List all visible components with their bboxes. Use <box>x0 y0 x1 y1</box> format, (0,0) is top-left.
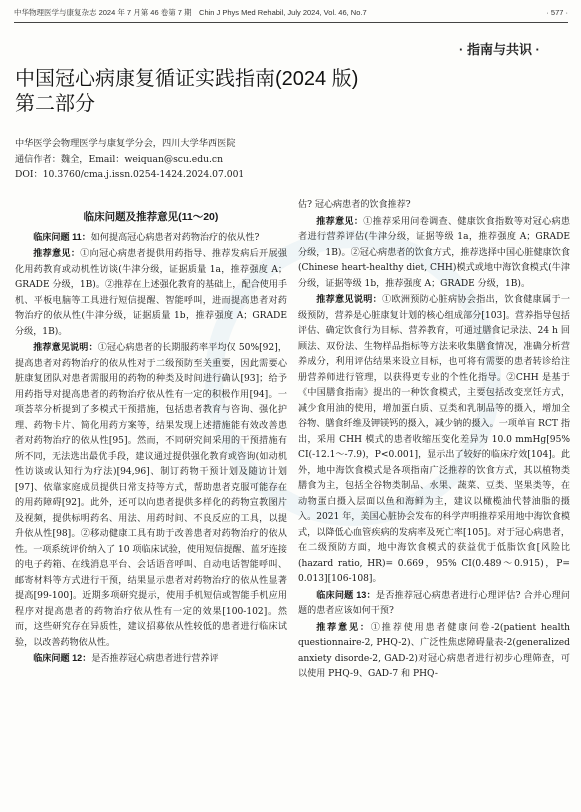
paragraph <box>298 588 570 620</box>
text: ①推荐采用问卷调查、健康饮食指数等对冠心病患者进行营养评估(牛津分级，证据等级 1a，推荐强度 A；GRADE 分级，1B)。②冠心病患者的饮食方式，推荐选择中国心脏健康饮食(Chinese heart-healthy diet, CHH)模式或地中海饮食模式(牛津分级，证据等级 1b，推荐强度 A；GRADE 分级，1B)。 <box>298 216 570 289</box>
label: 推荐意见说明： <box>316 294 383 304</box>
label: 临床问题 11： <box>33 231 91 242</box>
label: 推荐意见： <box>33 248 81 258</box>
author-block <box>15 136 244 183</box>
text: ①向冠心病患者提供用药指导、推荐发病后开展强化用药教育或动机性访谈(牛津分级，证据质量 1a，推荐强度 A；GRADE 分级，1B)。②推荐在上述强化教育的基础上，配合使用手机、平板电脑等工具进行短信提醒、智能呼叫，进而提高患者对药物治疗的依从性(牛津分级，证据质量 1b，推荐强度 A；GRADE 分级，1B)。 <box>15 249 287 337</box>
title-line-2: 第二部分 <box>15 93 95 115</box>
label: 推荐意见说明： <box>33 342 98 352</box>
page-number: · 577 · <box>546 8 568 17</box>
text: ①欧洲预防心脏病协会指出，饮食健康属于一级预防，营养是心脏康复计划的核心组成部分[103]。营养指导包括评估、确定饮食行为目标、营养教育，可通过膳食记录法、24 h 回顾法、双份法、生物样品指标等方法来收集膳食情况，准确分析营养成分，利用评估结果来设立目标，也可将有需要的患者转诊给注册营养师进行管理，以获得更专业的个性化指导。②CHH 是基于《中国膳食指南》提出的一种饮食模式，主要包括改变烹饪方式，减少食用油的使用，增加蛋白质、豆类和乳制品等的摄入，增加全谷物、膳食纤维及钾镁钙的摄入，减少钠的摄入。一项单盲 RCT 指出，采用 CHH 模式的患者收缩压变化差异为 10.0 mmHg[95% CI(-12.1～-7.9)，P<0.001]，显示出了较好的临床疗效[104]。此外，地中海饮食模式是各项指南广泛推荐的饮食方式，其以植物类膳食为主，包括全谷物类制品、水果、蔬菜、豆类、坚果类等，在动物蛋白摄入层面以鱼和海鲜为主，建议以橄榄油代替油脂的摄入。2021 年，美国心脏协会发布的科学声明推荐采用地中海饮食模式，以降低心血管疾病的发病率及死亡率[105]。对于冠心病患者，在二级预防方面，地中海饮食模式的获益优于低脂饮食[风险比(hazard ratio, HR)= 0.669，95% CI(0.489～0.915)，P= 0.013][106-108]。 <box>298 295 570 584</box>
paragraph <box>15 340 287 651</box>
paragraph <box>298 198 570 214</box>
left-column <box>15 210 287 668</box>
header-rule <box>14 22 568 23</box>
text: 是否推荐冠心病患者进行营养评 <box>91 654 219 664</box>
running-header <box>14 6 568 20</box>
paragraph <box>15 651 287 668</box>
text: 是否推荐冠心病患者进行心理评估? 合并心理问题的患者应该如何干预? <box>298 590 570 616</box>
column-label: · 指南与共识 · <box>459 42 540 57</box>
text: ①推荐使用患者健康问卷-2(patient health questionnaire-2, PHQ-2)、广泛性焦虑障碍量表-2(generalized anxiety disorde-2, GAD-2)对冠心病患者进行初步心理筛查，可以使用 PHQ-9、GAD-7 和 PHQ- <box>298 622 570 679</box>
article-title <box>15 67 358 117</box>
doi: DOI：10.3760/cma.j.issn.0254-1424.2024.07.001 <box>15 169 245 180</box>
text: 估? 冠心病患者的饮食推荐? <box>298 200 411 210</box>
journal-citation: 中华物理医学与康复杂志 2024 年 7 月第 46 卷第 7 期 Chin J Phys Med Rehabil, July 2024, Vol. 46, No.7 <box>14 8 367 17</box>
paragraph <box>15 230 287 247</box>
paragraph <box>298 620 570 683</box>
text: ①冠心病患者的长期服药率平均仅 50%[92]，提高患者对药物治疗的依从性对于二级预防至关重要，因此需要心脏康复团队对患者需服用的药物的种类及时间进行确认[93]；给予用药指导对提高患者的药物治疗依从性有一定的积极作用[94]。一项荟萃分析提到了多模式干预措施，包括患者教育与咨询、强化护理、药物卡片、简化用药方案等，结果发现上述措施能有效改善患者对药物治疗的依从性[95]。然而，不同研究间采用的干预措施有所不同，无法选出最优手段，建议通过提供强化教育或咨询(如动机性访谈或认知行为疗法)[94,96]、制订药物干预计划及随访计划[97]、依靠家庭成员提供日常支持等方式，帮助患者克服可能存在的用药障碍[92]。此外，还可以向患者提供多样化的药物宣教图片及视频，提供标明药名、用法、用药时间、不良反应的工具，以提升依从性[98]。②移动健康工具有助于改善患者对药物治疗的依从性。一项系统评价纳入了 10 项临床试验，使用短信提醒、蓝牙连接的电子药箱、在线消息平台、会话语音呼叫、自动电话智能呼叫、邮寄材料等方式进行干预，结果显示患者对药物治疗的依从性显著提高[99-100]。近期多项研究提示，使用手机短信或智能手机应用程序对提高患者的药物治疗依从性有一定的效果[100-102]。然而，这些研究存在异质性，建议招募依从性较低的患者进行临床试验，以改善药物依从性。 <box>15 343 287 648</box>
author-org: 中华医学会物理医学与康复学分会，四川大学华西医院 <box>15 138 236 149</box>
label: 临床问题 13： <box>316 589 376 600</box>
title-line-1: 中国冠心病康复循证实践指南(2024 版) <box>15 68 359 90</box>
label: 推荐意见： <box>316 215 364 226</box>
paragraph <box>298 292 570 588</box>
label: 推荐意见： <box>316 621 371 632</box>
corresponding-author: 通信作者：魏全，Email：weiquan@scu.edu.cn <box>15 153 223 165</box>
text: 如何提高冠心病患者对药物治疗的依从性? <box>90 232 260 243</box>
right-column <box>298 198 570 683</box>
section-heading: 临床问题及推荐意见(11～20) <box>83 211 219 223</box>
label: 临床问题 12： <box>33 653 92 663</box>
paragraph <box>15 246 287 340</box>
paragraph <box>298 214 570 293</box>
